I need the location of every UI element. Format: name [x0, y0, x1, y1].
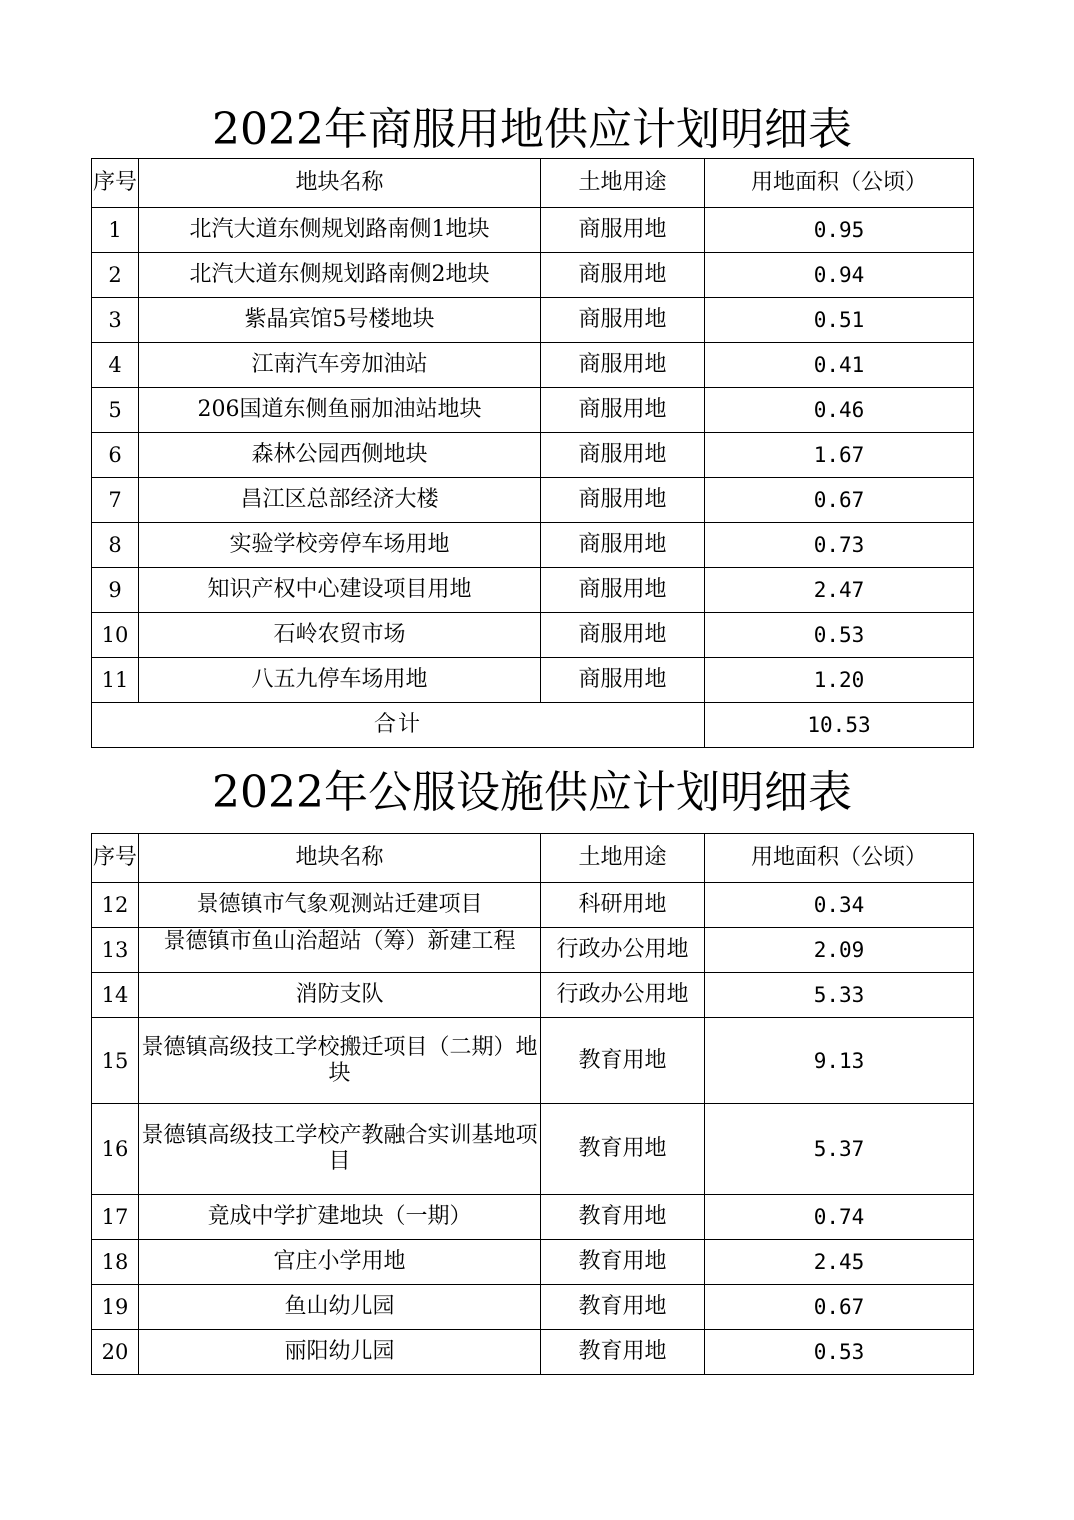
row-use: 教育用地 — [541, 1018, 705, 1104]
row-name: 丽阳幼儿园 — [139, 1330, 541, 1375]
public-table-title: 2022年公服设施供应计划明细表 — [212, 767, 852, 818]
table-row — [92, 928, 974, 973]
row-use: 行政办公用地 — [541, 973, 705, 1018]
table-header-row — [92, 159, 974, 208]
row-name: 紫晶宾馆5号楼地块 — [139, 298, 541, 343]
row-no: 9 — [92, 568, 139, 613]
header-name: 地块名称 — [139, 834, 541, 883]
row-use: 商服用地 — [541, 433, 705, 478]
row-no: 5 — [92, 388, 139, 433]
row-name: 北汽大道东侧规划路南侧2地块 — [139, 253, 541, 298]
row-area: 5.37 — [705, 1104, 974, 1195]
row-name: 景德镇市鱼山治超站（筹）新建工程 — [163, 929, 516, 954]
row-name: 竟成中学扩建地块（一期） — [139, 1195, 541, 1240]
row-use: 商服用地 — [541, 298, 705, 343]
table-row — [92, 1285, 974, 1330]
row-area: 0.95 — [705, 208, 974, 253]
row-name: 北汽大道东侧规划路南侧1地块 — [139, 208, 541, 253]
header-use: 土地用途 — [541, 159, 705, 208]
row-use: 商服用地 — [541, 658, 705, 703]
header-name: 地块名称 — [139, 159, 541, 208]
row-area: 2.45 — [705, 1240, 974, 1285]
row-no: 11 — [92, 658, 139, 703]
row-name: 江南汽车旁加油站 — [139, 343, 541, 388]
row-area: 0.73 — [705, 523, 974, 568]
row-use: 商服用地 — [541, 208, 705, 253]
row-name: 官庄小学用地 — [139, 1240, 541, 1285]
row-use: 商服用地 — [541, 343, 705, 388]
row-area: 2.47 — [705, 568, 974, 613]
header-no: 序号 — [92, 159, 139, 208]
row-name: 昌江区总部经济大楼 — [139, 478, 541, 523]
table-row — [92, 568, 974, 613]
table-header-row — [92, 834, 974, 883]
row-area: 0.51 — [705, 298, 974, 343]
table-row — [92, 388, 974, 433]
row-no: 16 — [92, 1104, 139, 1195]
row-no: 17 — [92, 1195, 139, 1240]
table-row — [92, 343, 974, 388]
row-use: 教育用地 — [541, 1285, 705, 1330]
row-use: 商服用地 — [541, 523, 705, 568]
row-use: 商服用地 — [541, 568, 705, 613]
total-row — [92, 703, 974, 748]
row-no: 10 — [92, 613, 139, 658]
row-area: 0.53 — [705, 613, 974, 658]
row-use: 商服用地 — [541, 613, 705, 658]
row-name: 知识产权中心建设项目用地 — [139, 568, 541, 613]
row-use: 教育用地 — [541, 1240, 705, 1285]
row-name: 206国道东侧鱼丽加油站地块 — [139, 388, 541, 433]
row-area: 1.67 — [705, 433, 974, 478]
row-area: 0.67 — [705, 478, 974, 523]
total-label: 合计 — [92, 703, 705, 748]
table-row — [92, 883, 974, 928]
row-name: 实验学校旁停车场用地 — [139, 523, 541, 568]
header-no: 序号 — [92, 834, 139, 883]
row-no: 1 — [92, 208, 139, 253]
row-name: 消防支队 — [139, 973, 541, 1018]
row-area: 0.34 — [705, 883, 974, 928]
row-no: 14 — [92, 973, 139, 1018]
table-row — [92, 1018, 974, 1104]
row-no: 15 — [92, 1018, 139, 1104]
row-area: 0.46 — [705, 388, 974, 433]
row-area: 0.41 — [705, 343, 974, 388]
table-row — [92, 253, 974, 298]
table-row — [92, 613, 974, 658]
row-use: 商服用地 — [541, 478, 705, 523]
table-row — [92, 523, 974, 568]
row-area: 0.53 — [705, 1330, 974, 1375]
table-row — [92, 658, 974, 703]
row-no: 7 — [92, 478, 139, 523]
row-area: 0.94 — [705, 253, 974, 298]
header-area: 用地面积（公顷） — [705, 159, 974, 208]
table-row — [92, 1240, 974, 1285]
row-name: 景德镇高级技工学校搬迁项目（二期）地块 — [139, 1018, 541, 1104]
table-row — [92, 298, 974, 343]
header-use: 土地用途 — [541, 834, 705, 883]
row-use: 商服用地 — [541, 253, 705, 298]
row-area: 0.74 — [705, 1195, 974, 1240]
row-area: 0.67 — [705, 1285, 974, 1330]
table-row — [92, 478, 974, 523]
total-value: 10.53 — [705, 703, 974, 748]
row-name: 鱼山幼儿园 — [139, 1285, 541, 1330]
row-area: 9.13 — [705, 1018, 974, 1104]
row-no: 3 — [92, 298, 139, 343]
table-row — [92, 433, 974, 478]
table-row — [92, 1195, 974, 1240]
row-no: 2 — [92, 253, 139, 298]
row-name: 景德镇市气象观测站迁建项目 — [139, 883, 541, 928]
row-no: 20 — [92, 1330, 139, 1375]
row-area: 2.09 — [705, 928, 974, 973]
row-use: 教育用地 — [541, 1195, 705, 1240]
row-no: 8 — [92, 523, 139, 568]
row-use: 行政办公用地 — [541, 928, 705, 973]
row-area: 5.33 — [705, 973, 974, 1018]
row-use: 商服用地 — [541, 388, 705, 433]
table-row — [92, 208, 974, 253]
header-area: 用地面积（公顷） — [705, 834, 974, 883]
row-name-cell — [139, 928, 541, 973]
row-no: 4 — [92, 343, 139, 388]
row-name: 森林公园西侧地块 — [139, 433, 541, 478]
row-no: 12 — [92, 883, 139, 928]
row-use: 教育用地 — [541, 1104, 705, 1195]
row-area: 1.20 — [705, 658, 974, 703]
commercial-land-table — [91, 158, 974, 748]
row-no: 13 — [92, 928, 139, 973]
row-use: 科研用地 — [541, 883, 705, 928]
row-name: 景德镇高级技工学校产教融合实训基地项目 — [139, 1104, 541, 1195]
public-facility-table — [91, 833, 974, 1375]
commercial-table-title: 2022年商服用地供应计划明细表 — [212, 104, 852, 155]
row-no: 18 — [92, 1240, 139, 1285]
row-name: 石岭农贸市场 — [139, 613, 541, 658]
table-row — [92, 1104, 974, 1195]
row-name: 八五九停车场用地 — [139, 658, 541, 703]
row-no: 19 — [92, 1285, 139, 1330]
row-no: 6 — [92, 433, 139, 478]
row-use: 教育用地 — [541, 1330, 705, 1375]
table-row — [92, 973, 974, 1018]
table-row — [92, 1330, 974, 1375]
